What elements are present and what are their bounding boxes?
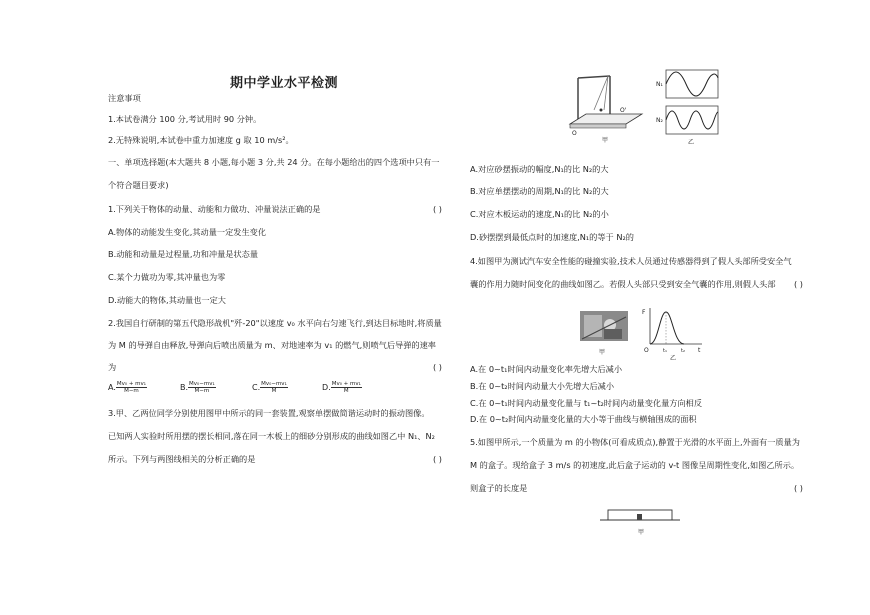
q5-stem-line2: M 的盒子。现给盒子 3 m/s 的初速度,此后盒子运动的 v-t 图像呈周期性变化,如图乙所示。	[470, 460, 800, 470]
figure-caption-jia: 甲	[602, 137, 609, 144]
figure-caption-yi: 乙	[688, 139, 695, 146]
q4-option-c: C.在 0~t₁时间内动量变化量与 t₁~t₂时间内动量变化量方向相反	[470, 398, 703, 408]
q2-stem-line1: 2.我国自行研制的第五代隐形战机"歼-20"以速度 v₀ 水平向右匀速飞行,到达目标地时,将质量	[108, 318, 442, 328]
option-label: B.	[180, 383, 189, 392]
figure-caption-jia: 甲	[599, 349, 606, 356]
q1-stem: 1.下列关于物体的动量、动能和力做功、冲量说法正确的是	[108, 204, 321, 214]
fraction-denominator: M−m	[124, 388, 139, 394]
fraction-denominator: M	[343, 388, 349, 394]
q1-option-d: D.动能大的物体,其动量也一定大	[108, 295, 226, 305]
option-label: A.	[108, 383, 116, 392]
q2-answer-blank: ( )	[433, 362, 442, 372]
q1-option-b: B.动能和动量是过程量,功和冲量是状态量	[108, 249, 259, 259]
q3-stem-line1: 3.甲、乙两位同学分别使用图甲中所示的同一套装置,观察单摆做简谐运动时的振动图像。	[108, 408, 430, 418]
figure-caption-yi: 乙	[670, 355, 677, 362]
q3-stem-line2: 已知两人实验时所用摆的摆长相同,落在同一木板上的细砂分别形成的曲线如图乙中 N₁、N₂	[108, 431, 435, 441]
figure-label: N₁	[656, 81, 663, 88]
q2-option-b	[180, 381, 216, 394]
q4-option-d: D.在 0~t₂时间内动量变化量的大小等于曲线与横轴围成的面积	[470, 414, 697, 424]
figure-label: N₂	[656, 117, 663, 124]
note-item: 2.无特殊说明,本试卷中重力加速度 g 取 10 m/s²。	[108, 135, 294, 145]
note-item: 1.本试卷满分 100 分,考试用时 90 分钟。	[108, 114, 262, 124]
figure-label: F	[642, 309, 646, 316]
q4-stem-line2: 囊的作用力随时间变化的曲线如图乙。若假人头部只受到安全气囊的作用,则假人头部	[470, 279, 776, 289]
q3-stem-line3: 所示。下列与两图线相关的分析正确的是	[108, 454, 256, 464]
q3-option-b: B.对应单摆摆动的周期,N₁的比 N₂的大	[470, 186, 609, 196]
q4-answer-blank: ( )	[794, 279, 803, 289]
box-on-table-figure	[598, 502, 682, 538]
q4-option-b: B.在 0~t₂时间内动量大小先增大后减小	[470, 381, 615, 391]
force-time-graph	[640, 306, 704, 362]
q2-stem-line3: 为	[108, 362, 117, 372]
figure-label: t	[698, 347, 701, 354]
fraction	[260, 381, 288, 394]
figure-label: O	[644, 347, 649, 354]
fraction	[116, 381, 147, 394]
q1-answer-blank: ( )	[433, 204, 442, 214]
fraction-numerator: Mv₀ + mv₁	[116, 381, 147, 387]
section-heading: 一、单项选择题(本大题共 8 小题,每小题 3 分,共 24 分。在每小题给出的四个选项中只有一	[108, 157, 440, 167]
figure-label: t₂	[681, 348, 685, 354]
q2-option-d	[322, 381, 362, 394]
figure-label: t₁	[663, 348, 667, 354]
figure-label: O'	[620, 107, 627, 114]
q3-option-a: A.对应砂摆振动的幅度,N₁的比 N₂的大	[470, 164, 609, 174]
q4-stem-line1: 4.如图甲为测试汽车安全性能的碰撞实验,技术人员通过传感器得到了假人头部所受安全气	[470, 256, 792, 266]
q1-option-c: C.某个力做功为零,其冲量也为零	[108, 272, 226, 282]
q2-option-c	[252, 381, 288, 394]
q5-stem-line3: 则盒子的长度是	[470, 483, 528, 493]
q2-option-a	[108, 381, 147, 394]
q3-option-d: D.砂摆摆到最低点时的加速度,N₁的等于 N₂的	[470, 232, 634, 242]
figure-label: O	[572, 130, 577, 137]
q5-answer-blank: ( )	[794, 483, 803, 493]
fraction	[331, 381, 362, 394]
fraction-numerator: Mv₀ + mv₁	[331, 381, 361, 387]
sand-trace-figure	[656, 66, 722, 146]
fraction-denominator: M−m	[194, 388, 210, 394]
q3-answer-blank: ( )	[433, 454, 442, 464]
pendulum-apparatus-figure	[568, 68, 646, 144]
option-label: D.	[322, 383, 331, 392]
fraction-numerator: Mv₀−mv₁	[261, 381, 287, 387]
option-label: C.	[252, 383, 261, 392]
q4-option-a: A.在 0~t₁时间内动量变化率先增大后减小	[470, 364, 623, 374]
q5-stem-line1: 5.如图甲所示,一个质量为 m 的小物体(可看成质点),静置于光滑的水平面上,外面有一质量为	[470, 437, 800, 447]
section-heading-cont: 个符合题目要求)	[108, 180, 169, 190]
fraction-denominator: M	[271, 388, 277, 394]
fraction	[188, 381, 216, 394]
q1-option-a: A.物体的动能发生变化,其动量一定发生变化	[108, 227, 267, 237]
q3-option-c: C.对应木板运动的速度,N₁的比 N₂的小	[470, 209, 609, 219]
fraction-numerator: Mv₀−mv₁	[189, 381, 215, 387]
q2-stem-line2: 为 M 的导弹自由释放,导弹向后喷出质量为 m、对地速率为 v₁ 的燃气,则喷气后导弹的速率	[108, 340, 436, 350]
figure-caption-jia: 甲	[638, 529, 645, 536]
notes-heading: 注意事项	[108, 93, 141, 103]
crash-test-photo	[580, 311, 630, 359]
page-title: 期中学业水平检测	[230, 76, 339, 91]
